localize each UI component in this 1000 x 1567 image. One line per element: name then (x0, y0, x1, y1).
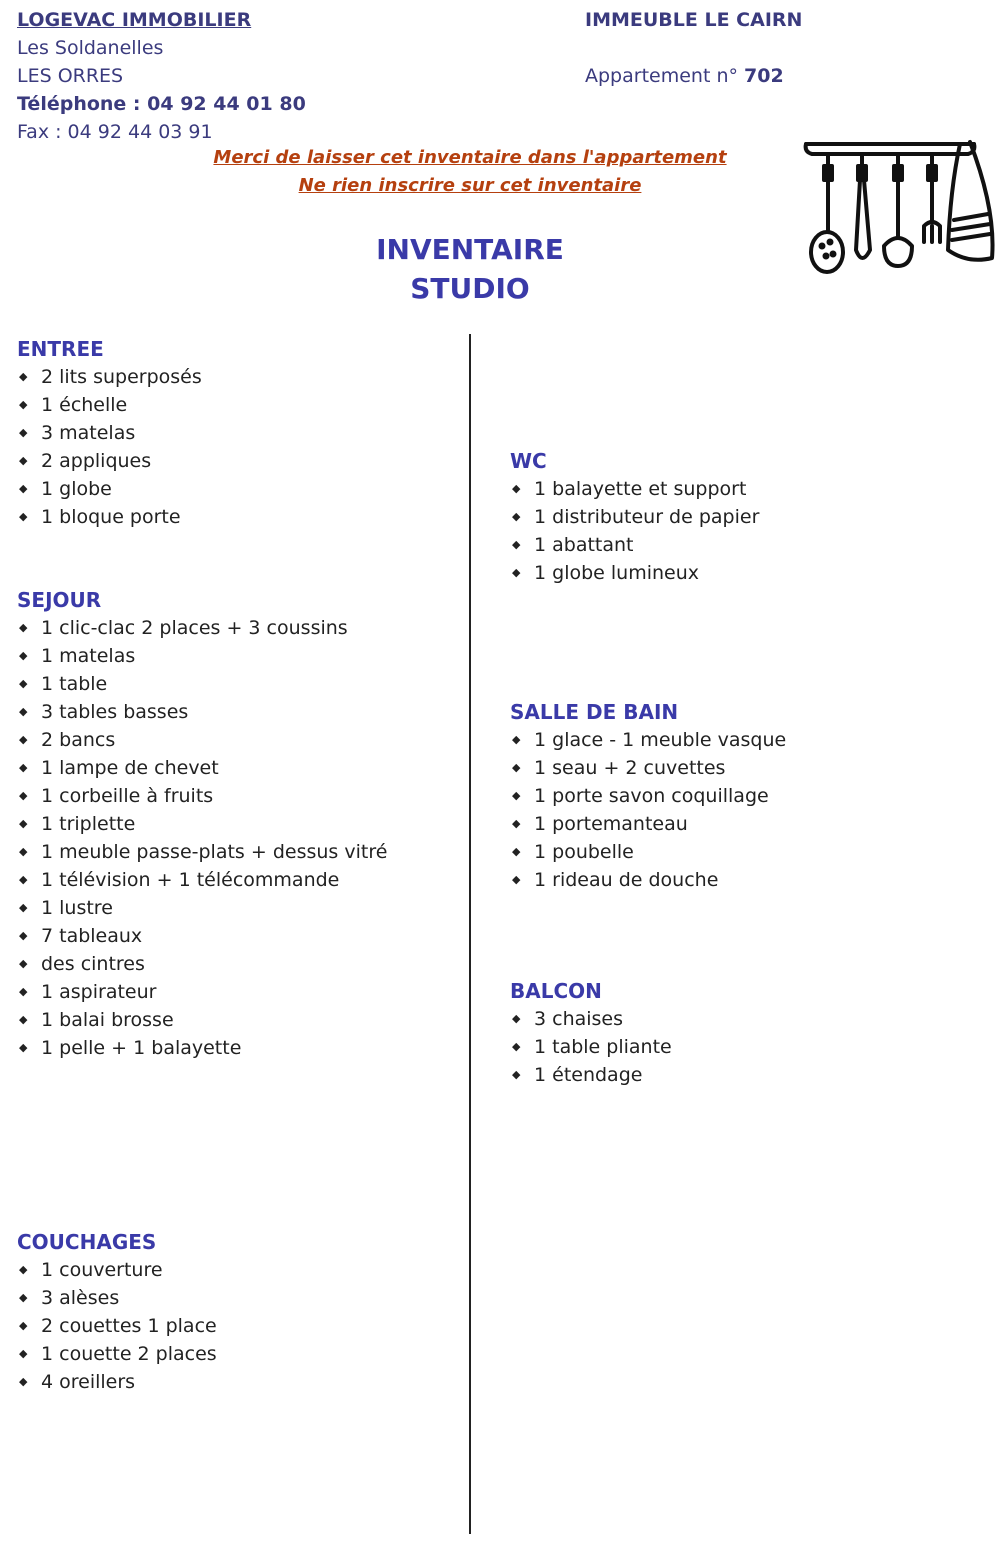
notice-no-writing: Ne rien inscrire sur cet inventaire (298, 175, 642, 196)
item-label: 2 appliques (41, 450, 152, 472)
item-label: 1 portemanteau (534, 813, 688, 835)
list-item (17, 670, 387, 698)
bullet-icon: ◆ (19, 426, 28, 439)
item-label: 2 lits superposés (41, 366, 202, 388)
bullet-icon: ◆ (19, 761, 28, 774)
item-label: 1 poubelle (534, 841, 634, 863)
bullet-icon: ◆ (512, 1068, 521, 1081)
item-label: 1 table (41, 673, 108, 695)
section-salle-de-bain (510, 698, 786, 894)
kitchen-utensils-icon (800, 130, 1000, 280)
list-item (17, 1368, 217, 1396)
bullet-icon: ◆ (19, 817, 28, 830)
item-label: 3 tables basses (41, 701, 189, 723)
item-label: 1 table pliante (534, 1036, 672, 1058)
bullet-icon: ◆ (512, 566, 521, 579)
bullet-icon: ◆ (19, 1347, 28, 1360)
bullet-icon: ◆ (19, 621, 28, 634)
page-title: INVENTAIRE (376, 233, 564, 266)
item-label: 2 couettes 1 place (41, 1315, 217, 1337)
list-salle-de-bain (510, 726, 786, 894)
bullet-icon: ◆ (19, 957, 28, 970)
item-label: 4 oreillers (41, 1371, 136, 1393)
list-item (17, 391, 202, 419)
list-balcon (510, 1005, 672, 1089)
item-label: 1 balai brosse (41, 1009, 174, 1031)
notice-leave-inventory: Merci de laisser cet inventaire dans l'appartement (213, 147, 727, 168)
item-label: 1 abattant (534, 534, 634, 556)
section-title-wc: WC (510, 449, 547, 473)
section-title-balcon: BALCON (510, 979, 602, 1003)
list-item (17, 363, 202, 391)
section-title-sejour: SEJOUR (17, 588, 102, 612)
list-item (17, 726, 387, 754)
list-item (17, 698, 387, 726)
item-label: 1 porte savon coquillage (534, 785, 769, 807)
item-label: 7 tableaux (41, 925, 143, 947)
item-label: 3 chaises (534, 1008, 624, 1030)
list-item (17, 754, 387, 782)
list-item (17, 922, 387, 950)
bullet-icon: ◆ (19, 985, 28, 998)
bullet-icon: ◆ (19, 370, 28, 383)
bullet-icon: ◆ (512, 1012, 521, 1025)
list-item (17, 1340, 217, 1368)
bullet-icon: ◆ (19, 1375, 28, 1388)
list-item (510, 1061, 672, 1089)
list-item (510, 1033, 672, 1061)
item-label: 1 clic-clac 2 places + 3 coussins (41, 617, 348, 639)
list-item (510, 726, 786, 754)
item-label: 1 aspirateur (41, 981, 157, 1003)
bullet-icon: ◆ (19, 1041, 28, 1054)
bullet-icon: ◆ (19, 1319, 28, 1332)
item-label: 1 meuble passe-plats + dessus vitré (41, 841, 388, 863)
list-item (17, 642, 387, 670)
item-label: 1 corbeille à fruits (41, 785, 214, 807)
list-item (510, 503, 759, 531)
item-label: 1 seau + 2 cuvettes (534, 757, 726, 779)
list-item (510, 475, 759, 503)
list-entree (17, 363, 202, 531)
phone: Téléphone : 04 92 44 01 80 (17, 93, 306, 115)
item-label: 1 étendage (534, 1064, 643, 1086)
bullet-icon: ◆ (19, 705, 28, 718)
bullet-icon: ◆ (512, 761, 521, 774)
item-label: 1 couette 2 places (41, 1343, 217, 1365)
item-label: 1 lustre (41, 897, 113, 919)
apartment-number: 702 (744, 65, 784, 87)
bullet-icon: ◆ (19, 398, 28, 411)
bullet-icon: ◆ (512, 789, 521, 802)
item-label: des cintres (41, 953, 145, 975)
section-wc (510, 447, 759, 587)
bullet-icon: ◆ (512, 510, 521, 523)
bullet-icon: ◆ (512, 845, 521, 858)
section-sejour (17, 586, 387, 1062)
bullet-icon: ◆ (19, 454, 28, 467)
list-item (17, 419, 202, 447)
page-subtitle: STUDIO (410, 272, 530, 305)
item-label: 1 pelle + 1 balayette (41, 1037, 242, 1059)
list-wc (510, 475, 759, 587)
list-item (17, 838, 387, 866)
bullet-icon: ◆ (19, 677, 28, 690)
item-label: 1 globe (41, 478, 112, 500)
item-label: 1 rideau de douche (534, 869, 719, 891)
list-item (17, 1256, 217, 1284)
section-balcon (510, 977, 672, 1089)
bullet-icon: ◆ (19, 929, 28, 942)
bullet-icon: ◆ (512, 817, 521, 830)
bullet-icon: ◆ (19, 733, 28, 746)
bullet-icon: ◆ (512, 482, 521, 495)
bullet-icon: ◆ (512, 873, 521, 886)
item-label: 1 balayette et support (534, 478, 747, 500)
list-item (17, 614, 387, 642)
address-line-1: Les Soldanelles (17, 37, 164, 59)
bullet-icon: ◆ (19, 510, 28, 523)
list-item (510, 838, 786, 866)
item-label: 1 triplette (41, 813, 136, 835)
list-item (17, 1284, 217, 1312)
list-item (17, 1006, 387, 1034)
company-name: LOGEVAC IMMOBILIER (17, 9, 252, 31)
section-entree (17, 335, 202, 531)
list-item (17, 447, 202, 475)
item-label: 1 lampe de chevet (41, 757, 219, 779)
list-item (17, 1312, 217, 1340)
list-item (510, 531, 759, 559)
list-item (510, 866, 786, 894)
section-title-entree: ENTREE (17, 337, 104, 361)
list-item (510, 754, 786, 782)
list-item (17, 810, 387, 838)
list-item (17, 866, 387, 894)
fax: Fax : 04 92 44 03 91 (17, 121, 213, 143)
section-title-salle-de-bain: SALLE DE BAIN (510, 700, 679, 724)
bullet-icon: ◆ (512, 1040, 521, 1053)
item-label: 1 matelas (41, 645, 136, 667)
item-label: 1 glace - 1 meuble vasque (534, 729, 787, 751)
bullet-icon: ◆ (512, 538, 521, 551)
bullet-icon: ◆ (19, 901, 28, 914)
bullet-icon: ◆ (19, 789, 28, 802)
bullet-icon: ◆ (19, 1291, 28, 1304)
bullet-icon: ◆ (19, 845, 28, 858)
list-item (17, 978, 387, 1006)
item-label: 3 alèses (41, 1287, 120, 1309)
bullet-icon: ◆ (19, 482, 28, 495)
item-label: 1 télévision + 1 télécommande (41, 869, 340, 891)
bullet-icon: ◆ (19, 873, 28, 886)
bullet-icon: ◆ (19, 1013, 28, 1026)
item-label: 1 bloque porte (41, 506, 181, 528)
bullet-icon: ◆ (19, 649, 28, 662)
item-label: 2 bancs (41, 729, 116, 751)
list-item (17, 894, 387, 922)
bullet-icon: ◆ (19, 1263, 28, 1276)
apartment-label: Appartement n° (585, 65, 738, 87)
item-label: 1 couverture (41, 1259, 163, 1281)
list-item (510, 810, 786, 838)
list-item (510, 559, 759, 587)
bullet-icon: ◆ (512, 733, 521, 746)
list-sejour (17, 614, 387, 1062)
item-label: 3 matelas (41, 422, 136, 444)
section-title-couchages: COUCHAGES (17, 1230, 157, 1254)
column-divider (469, 334, 471, 1534)
list-couchages (17, 1256, 217, 1396)
item-label: 1 globe lumineux (534, 562, 700, 584)
list-item (17, 782, 387, 810)
list-item (510, 1005, 672, 1033)
list-item (17, 503, 202, 531)
building-name: IMMEUBLE LE CAIRN (585, 9, 803, 31)
list-item (17, 1034, 387, 1062)
item-label: 1 distributeur de papier (534, 506, 760, 528)
address-line-2: LES ORRES (17, 65, 124, 87)
list-item (17, 475, 202, 503)
item-label: 1 échelle (41, 394, 128, 416)
section-couchages (17, 1228, 217, 1396)
list-item (17, 950, 387, 978)
apartment-line (585, 62, 784, 90)
list-item (510, 782, 786, 810)
